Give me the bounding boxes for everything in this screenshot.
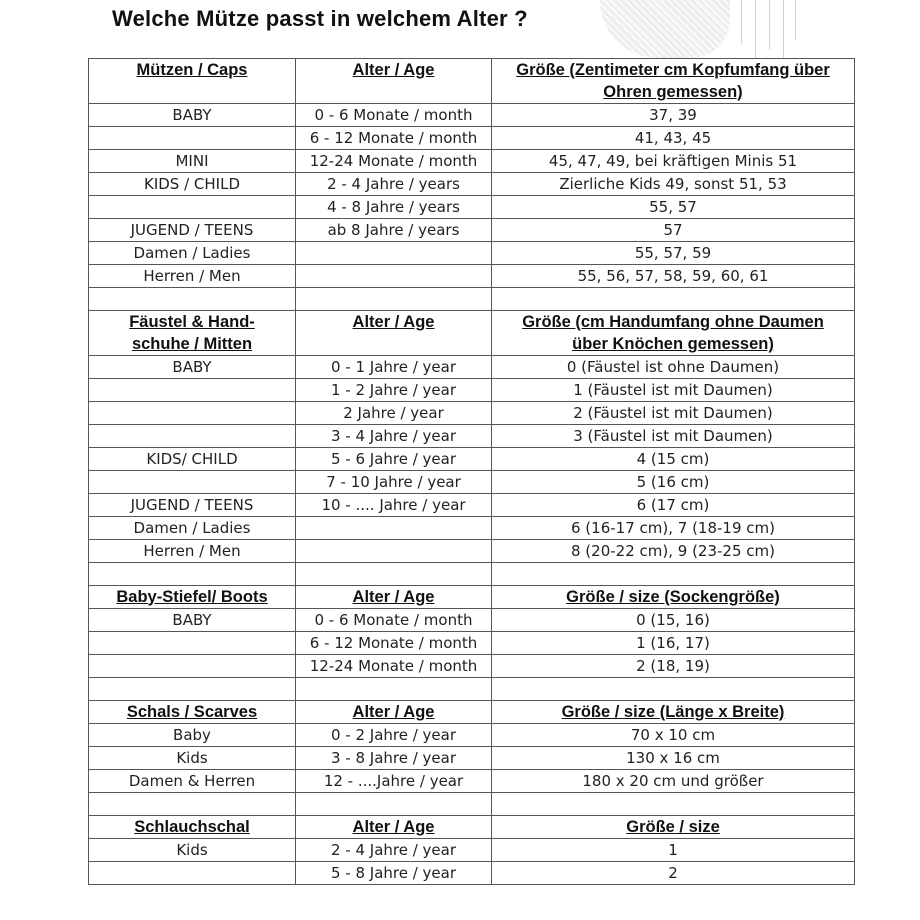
table-row [89,242,855,265]
table-cell [89,127,296,150]
header-label: Größe / size (Länge x Breite) [561,702,785,721]
table-cell: KIDS/ CHILD [89,448,296,471]
table-cell: 1 (16, 17) [492,632,855,655]
table-row [89,655,855,678]
table-cell: 70 x 10 cm [492,724,855,747]
table-cell: 1 [492,839,855,862]
empty-cell [296,563,492,586]
header-cell [296,816,492,839]
table-cell: 12 - ....Jahre / year [296,770,492,793]
table-cell: 4 - 8 Jahre / years [296,196,492,219]
table-cell: Damen / Ladies [89,517,296,540]
table-cell: 45, 47, 49, bei kräftigen Minis 51 [492,150,855,173]
table-cell: 41, 43, 45 [492,127,855,150]
decorative-lines [735,0,805,60]
table-cell: 6 (17 cm) [492,494,855,517]
table-cell [296,540,492,563]
table-cell: 0 (15, 16) [492,609,855,632]
table-cell: 55, 56, 57, 58, 59, 60, 61 [492,265,855,288]
empty-cell [89,288,296,311]
header-label: Größe (Zentimeter cm Kopfumfang über Ohren gemessen) [516,61,830,101]
header-cell [89,59,296,104]
header-cell [492,59,855,104]
table-cell: MINI [89,150,296,173]
table-cell: JUGEND / TEENS [89,494,296,517]
empty-cell [492,678,855,701]
spacer-row [89,563,855,586]
table-cell [296,265,492,288]
table-row [89,747,855,770]
table-cell: 2 Jahre / year [296,402,492,425]
table-cell: 55, 57 [492,196,855,219]
empty-cell [492,793,855,816]
empty-cell [492,288,855,311]
empty-cell [492,563,855,586]
table-cell [89,655,296,678]
table-cell [296,517,492,540]
header-cell [492,586,855,609]
table-cell: Baby [89,724,296,747]
table-cell: 0 (Fäustel ist ohne Daumen) [492,356,855,379]
header-label: Alter / Age [352,817,435,836]
table-cell: 130 x 16 cm [492,747,855,770]
table-cell: Damen & Herren [89,770,296,793]
table-row [89,150,855,173]
table-cell: 37, 39 [492,104,855,127]
header-cell [492,701,855,724]
table-row [89,724,855,747]
table-cell [89,632,296,655]
header-cell [296,586,492,609]
size-table [88,58,855,885]
table-cell: 0 - 1 Jahre / year [296,356,492,379]
table-cell: Zierliche Kids 49, sonst 51, 53 [492,173,855,196]
table-cell: 3 (Fäustel ist mit Daumen) [492,425,855,448]
table-cell: 2 - 4 Jahre / years [296,173,492,196]
table-row [89,632,855,655]
table-cell: 5 - 6 Jahre / year [296,448,492,471]
header-label: Baby-Stiefel/ Boots [116,587,268,606]
header-label: Fäustel & Hand-schuhe / Mitten [129,313,255,353]
empty-cell [89,563,296,586]
table-row [89,173,855,196]
table-cell [89,471,296,494]
table-cell [296,242,492,265]
section-header-scarves [89,701,855,724]
table-cell: 2 - 4 Jahre / year [296,839,492,862]
table-cell: 4 (15 cm) [492,448,855,471]
table-cell: 5 - 8 Jahre / year [296,862,492,885]
table-cell: 55, 57, 59 [492,242,855,265]
table-row [89,540,855,563]
header-label: Größe (cm Handumfang ohne Daumen über Knöchen gemessen) [522,313,824,353]
section-header-mitten [89,311,855,356]
header-cell [492,311,855,356]
table-cell: 6 - 12 Monate / month [296,127,492,150]
page-title: Welche Mütze passt in welchem Alter ? [112,6,528,31]
table-cell: 2 (Fäustel ist mit Daumen) [492,402,855,425]
table-cell: 12-24 Monate / month [296,150,492,173]
header-label: Schals / Scarves [126,702,258,721]
table-row [89,770,855,793]
header-cell [89,586,296,609]
header-label: Alter / Age [352,702,435,721]
table-cell [89,196,296,219]
table-cell: Kids [89,839,296,862]
table-cell: 3 - 8 Jahre / year [296,747,492,770]
table-cell: 2 (18, 19) [492,655,855,678]
table-row [89,609,855,632]
table-cell [89,862,296,885]
table-cell [89,402,296,425]
header-label: Mützen / Caps [136,61,248,79]
table-cell: 12-24 Monate / month [296,655,492,678]
table-cell: 1 - 2 Jahre / year [296,379,492,402]
table-cell: 1 (Fäustel ist mit Daumen) [492,379,855,402]
table-cell: Damen / Ladies [89,242,296,265]
table-row [89,494,855,517]
table-row [89,471,855,494]
table-cell: 57 [492,219,855,242]
table-cell: 7 - 10 Jahre / year [296,471,492,494]
table-cell: 0 - 6 Monate / month [296,104,492,127]
table-cell: BABY [89,609,296,632]
spacer-row [89,678,855,701]
header-cell [89,816,296,839]
table-cell: 6 - 12 Monate / month [296,632,492,655]
header-label: Alter / Age [352,587,435,606]
table-cell [89,425,296,448]
table-cell: 2 [492,862,855,885]
table-row [89,379,855,402]
table-row [89,196,855,219]
table-cell: ab 8 Jahre / years [296,219,492,242]
section-header-tube-scarf [89,816,855,839]
table-row [89,104,855,127]
table-row [89,839,855,862]
table-row [89,219,855,242]
table-cell: 180 x 20 cm und größer [492,770,855,793]
table-row [89,127,855,150]
header-cell [296,59,492,104]
header-label: Alter / Age [352,61,435,79]
table-cell: 5 (16 cm) [492,471,855,494]
spacer-row [89,288,855,311]
table-cell: 6 (16-17 cm), 7 (18-19 cm) [492,517,855,540]
table-cell: 10 - .... Jahre / year [296,494,492,517]
header-cell [89,701,296,724]
header-label: Größe / size (Sockengröße) [566,587,780,606]
table-row [89,265,855,288]
table-cell: BABY [89,104,296,127]
empty-cell [296,793,492,816]
header-cell [492,816,855,839]
table-cell: JUGEND / TEENS [89,219,296,242]
spacer-row [89,793,855,816]
section-header-boots [89,586,855,609]
table-row [89,862,855,885]
decorative-image [600,0,730,58]
empty-cell [89,793,296,816]
table-cell: Kids [89,747,296,770]
empty-cell [296,288,492,311]
empty-cell [89,678,296,701]
table-row [89,402,855,425]
table-row [89,448,855,471]
table-cell: Herren / Men [89,265,296,288]
header-cell [296,701,492,724]
header-label: Größe / size [626,817,720,836]
header-label: Schlauchschal [134,817,250,836]
header-label: Alter / Age [352,313,435,331]
header-cell [89,311,296,356]
table-row [89,517,855,540]
table-cell: KIDS / CHILD [89,173,296,196]
table-row [89,425,855,448]
table-cell: 0 - 6 Monate / month [296,609,492,632]
header-cell [296,311,492,356]
table-cell [89,379,296,402]
section-header-caps [89,59,855,104]
table-cell: 0 - 2 Jahre / year [296,724,492,747]
table-row [89,356,855,379]
empty-cell [296,678,492,701]
table-cell: 8 (20-22 cm), 9 (23-25 cm) [492,540,855,563]
table-cell: 3 - 4 Jahre / year [296,425,492,448]
table-cell: Herren / Men [89,540,296,563]
table-cell: BABY [89,356,296,379]
